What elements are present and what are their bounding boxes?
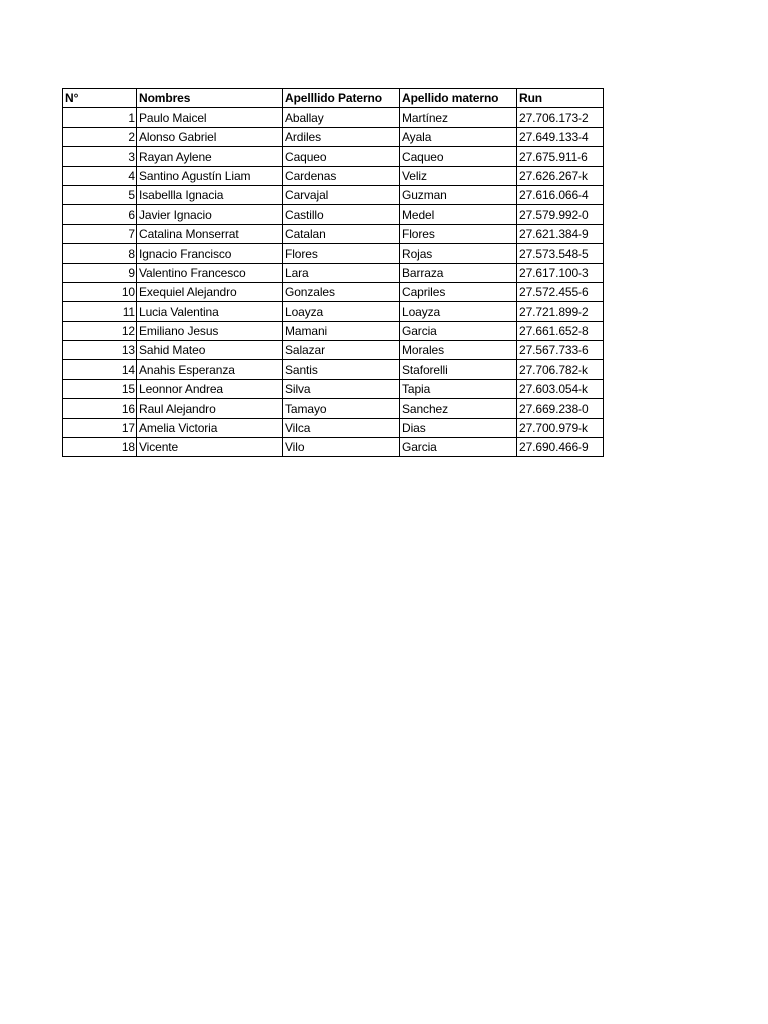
header-apellido-materno: Apellido materno <box>400 89 517 108</box>
row-number: 5 <box>63 185 137 204</box>
table-row <box>63 108 604 127</box>
row-number: 2 <box>63 127 137 146</box>
run-cell: 27.700.979-k <box>517 418 604 437</box>
run-cell: 27.649.133-4 <box>517 127 604 146</box>
apellido-materno-cell: Caqueo <box>400 147 517 166</box>
run-cell: 27.690.466-9 <box>517 438 604 457</box>
header-apellido-paterno: Apelllido Paterno <box>283 89 400 108</box>
row-number: 8 <box>63 244 137 263</box>
table-row <box>63 127 604 146</box>
header-row <box>63 89 604 108</box>
nombres-cell: Sahid Mateo <box>137 341 283 360</box>
apellido-paterno-cell: Vilca <box>283 418 400 437</box>
row-number: 17 <box>63 418 137 437</box>
table-row <box>63 244 604 263</box>
apellido-materno-cell: Barraza <box>400 263 517 282</box>
nombres-cell: Emiliano Jesus <box>137 321 283 340</box>
apellido-paterno-cell: Gonzales <box>283 282 400 301</box>
apellido-paterno-cell: Silva <box>283 379 400 398</box>
table-row <box>63 166 604 185</box>
run-cell: 27.626.267-k <box>517 166 604 185</box>
row-number: 12 <box>63 321 137 340</box>
nombres-cell: Vicente <box>137 438 283 457</box>
apellido-materno-cell: Ayala <box>400 127 517 146</box>
apellido-materno-cell: Morales <box>400 341 517 360</box>
nombres-cell: Alonso Gabriel <box>137 127 283 146</box>
table-row <box>63 147 604 166</box>
table-row <box>63 282 604 301</box>
apellido-paterno-cell: Cardenas <box>283 166 400 185</box>
apellido-paterno-cell: Ardiles <box>283 127 400 146</box>
header-run: Run <box>517 89 604 108</box>
row-number: 13 <box>63 341 137 360</box>
apellido-materno-cell: Tapia <box>400 379 517 398</box>
nombres-cell: Ignacio Francisco <box>137 244 283 263</box>
header-number: N° <box>63 89 137 108</box>
table-row <box>63 185 604 204</box>
row-number: 3 <box>63 147 137 166</box>
table-row <box>63 418 604 437</box>
table-row <box>63 438 604 457</box>
row-number: 9 <box>63 263 137 282</box>
nombres-cell: Exequiel Alejandro <box>137 282 283 301</box>
table-row <box>63 205 604 224</box>
row-number: 18 <box>63 438 137 457</box>
apellido-paterno-cell: Santis <box>283 360 400 379</box>
apellido-materno-cell: Guzman <box>400 185 517 204</box>
apellido-materno-cell: Medel <box>400 205 517 224</box>
row-number: 10 <box>63 282 137 301</box>
apellido-paterno-cell: Aballay <box>283 108 400 127</box>
row-number: 6 <box>63 205 137 224</box>
run-cell: 27.579.992-0 <box>517 205 604 224</box>
run-cell: 27.669.238-0 <box>517 399 604 418</box>
row-number: 7 <box>63 224 137 243</box>
nombres-cell: Leonnor Andrea <box>137 379 283 398</box>
apellido-materno-cell: Sanchez <box>400 399 517 418</box>
table-row <box>63 302 604 321</box>
nombres-cell: Catalina Monserrat <box>137 224 283 243</box>
apellido-paterno-cell: Castillo <box>283 205 400 224</box>
nombres-cell: Valentino Francesco <box>137 263 283 282</box>
nombres-cell: Paulo Maicel <box>137 108 283 127</box>
apellido-paterno-cell: Flores <box>283 244 400 263</box>
run-cell: 27.706.173-2 <box>517 108 604 127</box>
student-roster-table <box>62 88 604 457</box>
nombres-cell: Amelia Victoria <box>137 418 283 437</box>
row-number: 1 <box>63 108 137 127</box>
apellido-paterno-cell: Carvajal <box>283 185 400 204</box>
table-row <box>63 224 604 243</box>
run-cell: 27.675.911-6 <box>517 147 604 166</box>
nombres-cell: Isabellla Ignacia <box>137 185 283 204</box>
nombres-cell: Anahis Esperanza <box>137 360 283 379</box>
run-cell: 27.573.548-5 <box>517 244 604 263</box>
apellido-paterno-cell: Vilo <box>283 438 400 457</box>
nombres-cell: Rayan Aylene <box>137 147 283 166</box>
run-cell: 27.706.782-k <box>517 360 604 379</box>
apellido-materno-cell: Martínez <box>400 108 517 127</box>
apellido-paterno-cell: Mamani <box>283 321 400 340</box>
apellido-paterno-cell: Caqueo <box>283 147 400 166</box>
apellido-paterno-cell: Loayza <box>283 302 400 321</box>
row-number: 16 <box>63 399 137 418</box>
apellido-materno-cell: Staforelli <box>400 360 517 379</box>
apellido-materno-cell: Garcia <box>400 438 517 457</box>
row-number: 14 <box>63 360 137 379</box>
apellido-paterno-cell: Tamayo <box>283 399 400 418</box>
row-number: 4 <box>63 166 137 185</box>
run-cell: 27.617.100-3 <box>517 263 604 282</box>
run-cell: 27.621.384-9 <box>517 224 604 243</box>
table-row <box>63 321 604 340</box>
nombres-cell: Raul Alejandro <box>137 399 283 418</box>
table-body <box>63 108 604 457</box>
nombres-cell: Santino Agustín Liam <box>137 166 283 185</box>
apellido-materno-cell: Loayza <box>400 302 517 321</box>
apellido-materno-cell: Dias <box>400 418 517 437</box>
table-row <box>63 379 604 398</box>
run-cell: 27.721.899-2 <box>517 302 604 321</box>
apellido-paterno-cell: Lara <box>283 263 400 282</box>
header-nombres: Nombres <box>137 89 283 108</box>
run-cell: 27.567.733-6 <box>517 341 604 360</box>
row-number: 15 <box>63 379 137 398</box>
apellido-paterno-cell: Catalan <box>283 224 400 243</box>
run-cell: 27.661.652-8 <box>517 321 604 340</box>
apellido-materno-cell: Flores <box>400 224 517 243</box>
table-row <box>63 399 604 418</box>
run-cell: 27.616.066-4 <box>517 185 604 204</box>
apellido-paterno-cell: Salazar <box>283 341 400 360</box>
nombres-cell: Javier Ignacio <box>137 205 283 224</box>
table-row <box>63 341 604 360</box>
apellido-materno-cell: Garcia <box>400 321 517 340</box>
apellido-materno-cell: Veliz <box>400 166 517 185</box>
run-cell: 27.603.054-k <box>517 379 604 398</box>
nombres-cell: Lucia Valentina <box>137 302 283 321</box>
run-cell: 27.572.455-6 <box>517 282 604 301</box>
table-row <box>63 263 604 282</box>
apellido-materno-cell: Rojas <box>400 244 517 263</box>
apellido-materno-cell: Capriles <box>400 282 517 301</box>
table-row <box>63 360 604 379</box>
row-number: 11 <box>63 302 137 321</box>
